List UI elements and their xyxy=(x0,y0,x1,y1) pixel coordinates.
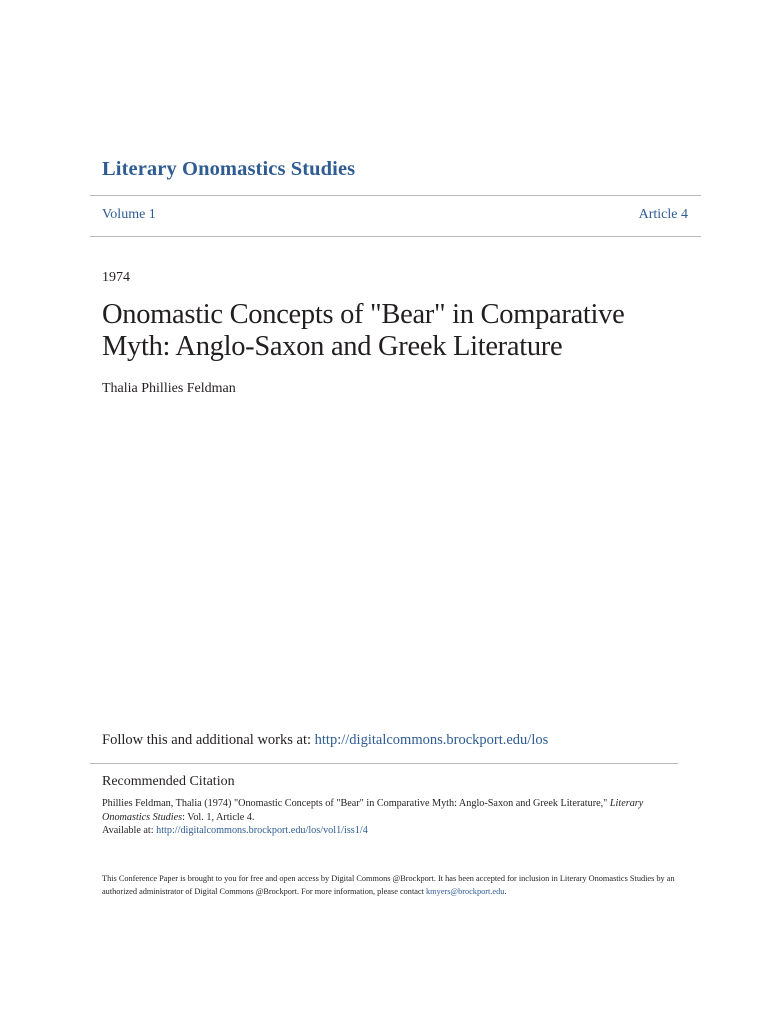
citation-journal: Literary Onomastics Studies xyxy=(102,798,644,823)
citation-block xyxy=(102,797,682,838)
journal-title[interactable]: Literary Onomastics Studies xyxy=(102,158,356,180)
volume-link[interactable]: Volume 1 xyxy=(102,207,156,222)
publication-year: 1974 xyxy=(102,270,130,285)
follow-prefix: Follow this and additional works at: xyxy=(102,732,315,748)
paper-title: Onomastic Concepts of "Bear" in Comparative Myth: Anglo-Saxon and Greek Literature xyxy=(102,299,625,362)
contact-email-link[interactable]: kmyers@brockport.edu xyxy=(426,887,505,896)
notice-text: This Conference Paper is brought to you for free and open access by Digital Commons @Brockport. It has been accepted for inclusion in Literary Onomastics Studies by an authorized administrator of Digital Commons @Brockport. For more information, please contact xyxy=(102,874,675,896)
citation-divider xyxy=(90,763,678,764)
collection-link[interactable]: http://digitalcommons.brockport.edu/los xyxy=(314,732,549,748)
author-name: Thalia Phillies Feldman xyxy=(102,381,236,396)
citation-text: Phillies Feldman, Thalia (1974) "Onomastic Concepts of "Bear" in Comparative Myth: Anglo-Saxon and Greek Literature," xyxy=(102,798,610,809)
available-prefix: Available at: xyxy=(102,825,157,836)
recommended-citation-heading: Recommended Citation xyxy=(102,774,235,789)
header-divider-bottom xyxy=(90,236,701,237)
notice-end: . xyxy=(504,887,507,896)
header-divider-top xyxy=(90,195,701,196)
follow-line xyxy=(102,732,548,749)
access-notice xyxy=(102,872,682,898)
article-link[interactable]: Article 4 xyxy=(638,207,688,222)
citation-volume: : Vol. 1, Article 4. xyxy=(182,811,255,823)
article-url-link[interactable]: http://digitalcommons.brockport.edu/los/vol1/iss1/4 xyxy=(156,825,368,836)
